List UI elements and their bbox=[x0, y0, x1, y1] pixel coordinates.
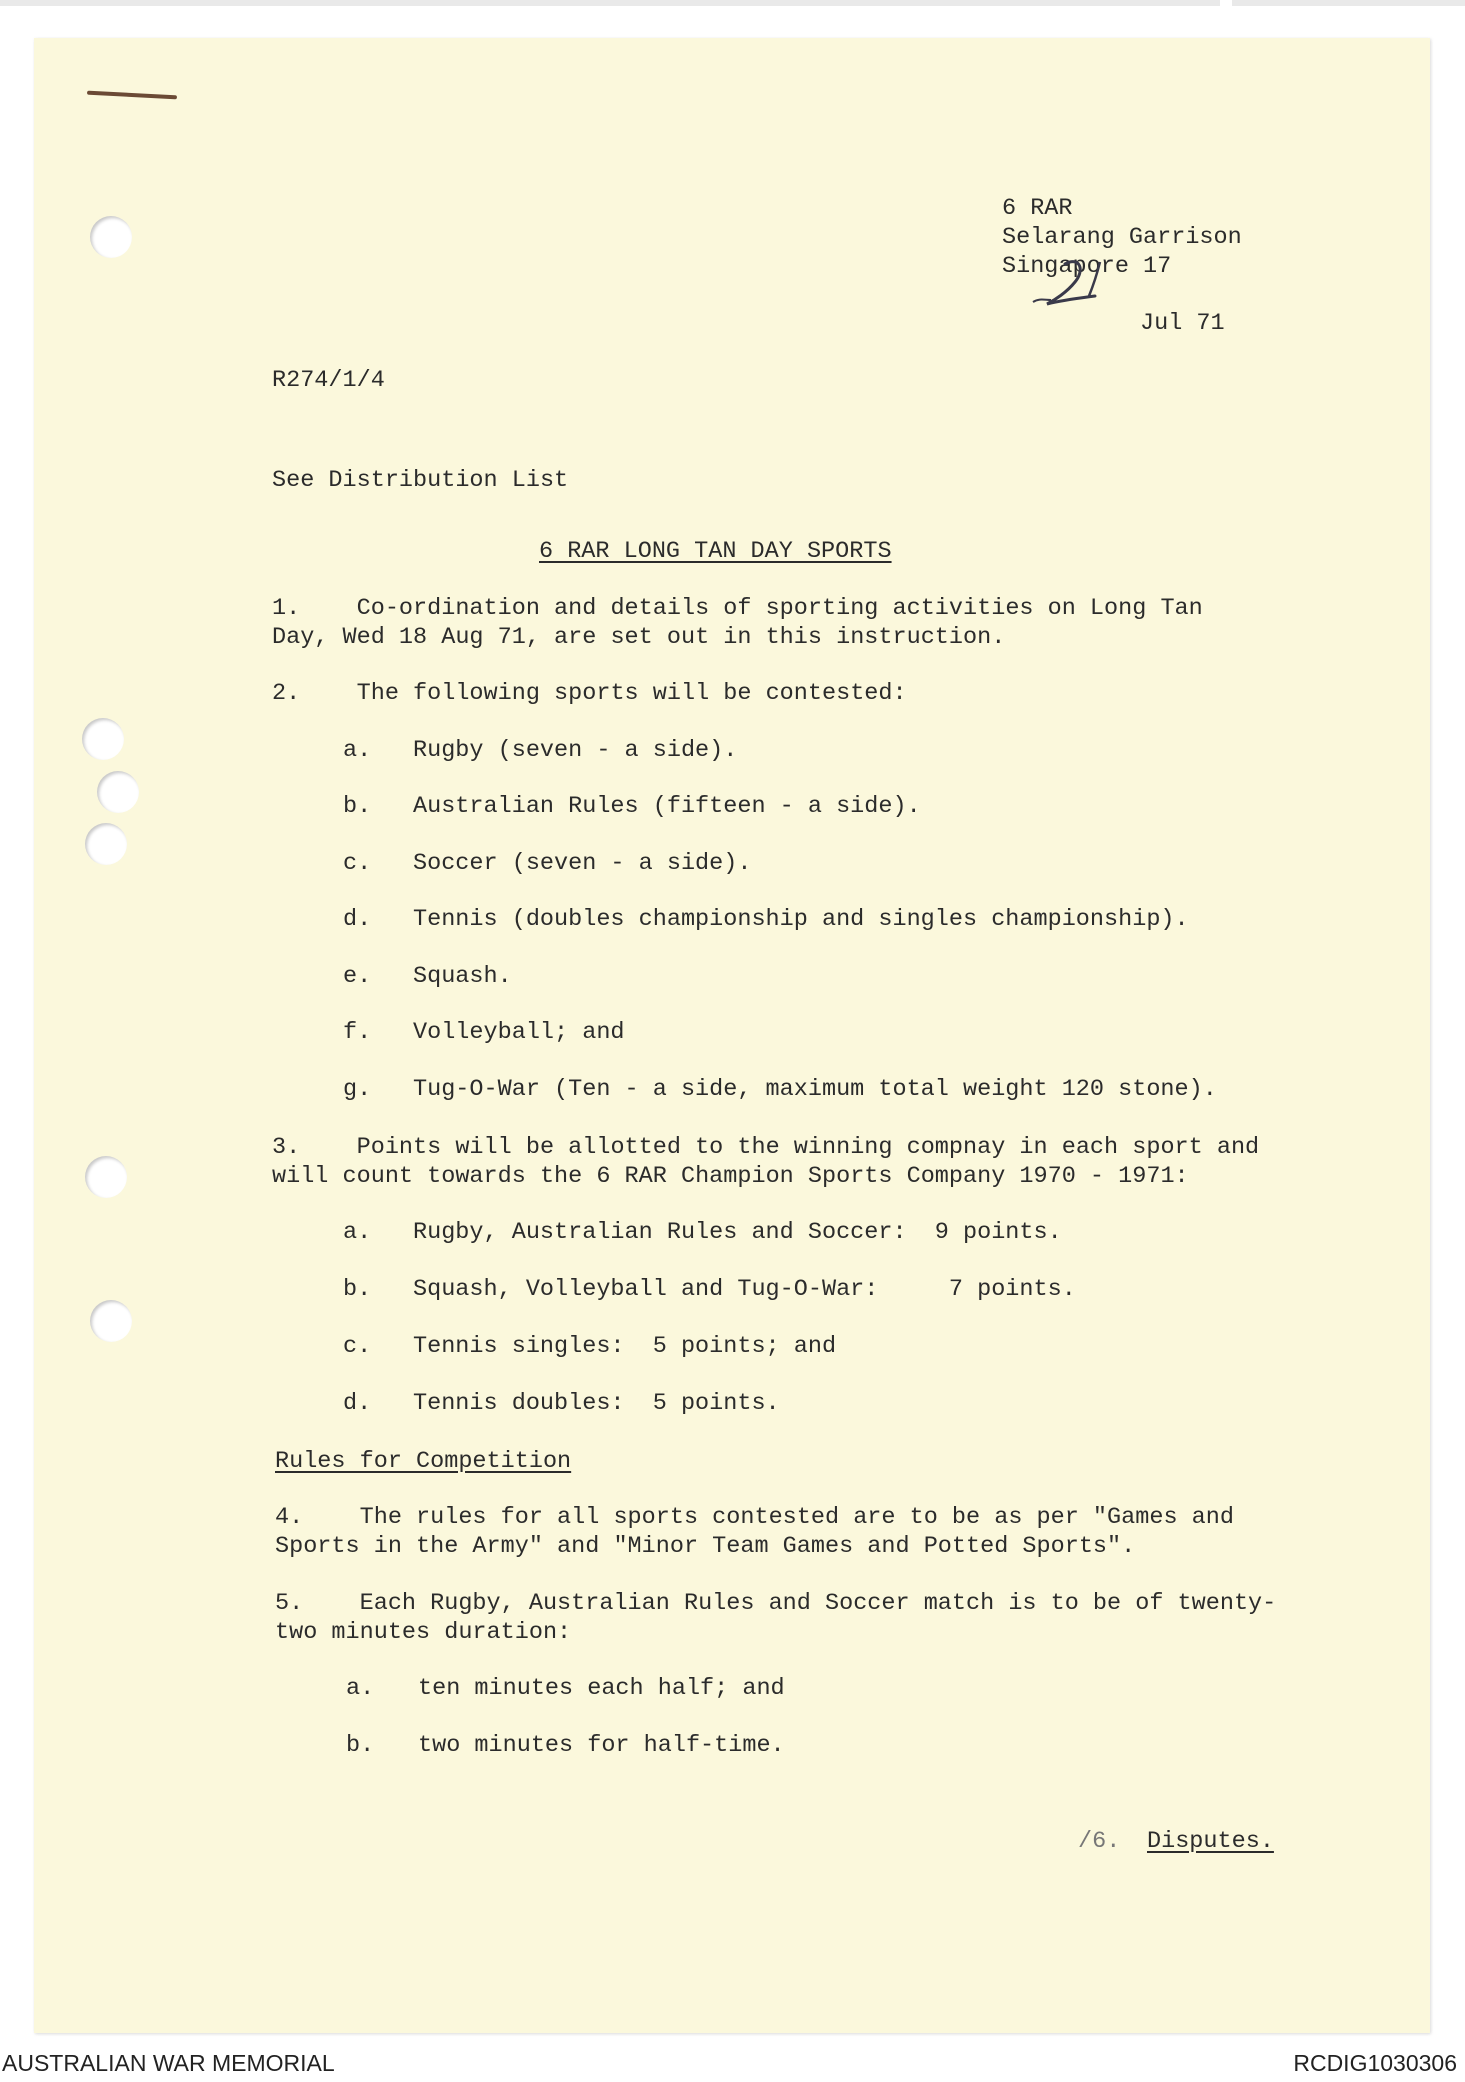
para-3-line-1: 3. Points will be allotted to the winning compnay in each sport and bbox=[272, 1134, 1260, 1161]
para-2-intro: 2. The following sports will be contested: bbox=[272, 680, 907, 707]
sport-item: Soccer (seven - a side). bbox=[413, 850, 752, 877]
distribution-line: See Distribution List bbox=[272, 467, 569, 494]
para-3-line-2: will count towards the 6 RAR Champion Sports Company 1970 - 1971: bbox=[272, 1163, 1189, 1190]
punch-hole bbox=[90, 1300, 132, 1342]
list-letter: d. bbox=[343, 1390, 372, 1417]
list-letter: a. bbox=[343, 737, 372, 764]
punch-hole bbox=[97, 771, 139, 813]
sport-item: Volleyball; and bbox=[413, 1019, 625, 1046]
list-letter: a. bbox=[346, 1675, 375, 1702]
para-5-line-2: two minutes duration: bbox=[275, 1619, 572, 1646]
sport-item: Tennis (doubles championship and singles championship). bbox=[413, 906, 1189, 933]
sport-item: Tug-O-War (Ten - a side, maximum total weight 120 stone). bbox=[413, 1076, 1217, 1103]
para-1-line-1: 1. Co-ordination and details of sporting activities on Long Tan bbox=[272, 595, 1203, 622]
footer-id: RCDIG1030306 bbox=[1293, 2050, 1457, 2076]
points-item: Squash, Volleyball and Tug-O-War: 7 points. bbox=[413, 1276, 1076, 1303]
rules-heading: Rules for Competition bbox=[275, 1448, 572, 1475]
address-city: Singapore 17 bbox=[1002, 253, 1172, 280]
handwritten-day-signature bbox=[1025, 252, 1125, 312]
punch-hole bbox=[85, 1156, 127, 1198]
punch-hole bbox=[82, 718, 124, 760]
list-letter: d. bbox=[343, 906, 372, 933]
duration-item: ten minutes each half; and bbox=[418, 1675, 785, 1702]
sport-item: Australian Rules (fifteen - a side). bbox=[413, 793, 921, 820]
list-letter: b. bbox=[346, 1732, 375, 1759]
list-letter: b. bbox=[343, 793, 372, 820]
footer-source: AUSTRALIAN WAR MEMORIAL bbox=[2, 2050, 335, 2076]
sport-item: Squash. bbox=[413, 963, 512, 990]
para-5-line-1: 5. Each Rugby, Australian Rules and Soccer match is to be of twenty- bbox=[275, 1590, 1277, 1617]
next-page-number: /6. bbox=[1078, 1828, 1121, 1855]
address-unit: 6 RAR bbox=[1002, 195, 1073, 222]
list-letter: g. bbox=[343, 1076, 372, 1103]
points-item: Rugby, Australian Rules and Soccer: 9 points. bbox=[413, 1219, 1062, 1246]
para-4-line-1: 4. The rules for all sports contested are to be as per "Games and bbox=[275, 1504, 1234, 1531]
ink-mark bbox=[87, 91, 177, 100]
para-1-line-2: Day, Wed 18 Aug 71, are set out in this instruction. bbox=[272, 624, 1006, 651]
sport-item: Rugby (seven - a side). bbox=[413, 737, 738, 764]
punch-hole bbox=[85, 823, 127, 865]
list-letter: c. bbox=[343, 850, 372, 877]
address-garrison: Selarang Garrison bbox=[1002, 224, 1242, 251]
scan-top-edge bbox=[0, 0, 1465, 6]
letter-date: Jul 71 bbox=[1140, 310, 1225, 337]
para-4-line-2: Sports in the Army" and "Minor Team Games and Potted Sports". bbox=[275, 1533, 1136, 1560]
punch-hole bbox=[90, 216, 132, 258]
duration-item: two minutes for half-time. bbox=[418, 1732, 785, 1759]
next-page-heading: Disputes. bbox=[1147, 1828, 1274, 1855]
list-letter: e. bbox=[343, 963, 372, 990]
points-item: Tennis doubles: 5 points. bbox=[413, 1390, 780, 1417]
list-letter: f. bbox=[343, 1019, 372, 1046]
list-letter: a. bbox=[343, 1219, 372, 1246]
list-letter: c. bbox=[343, 1333, 372, 1360]
points-item: Tennis singles: 5 points; and bbox=[413, 1333, 837, 1360]
file-reference: R274/1/4 bbox=[272, 367, 385, 394]
document-title: 6 RAR LONG TAN DAY SPORTS bbox=[539, 538, 892, 565]
list-letter: b. bbox=[343, 1276, 372, 1303]
